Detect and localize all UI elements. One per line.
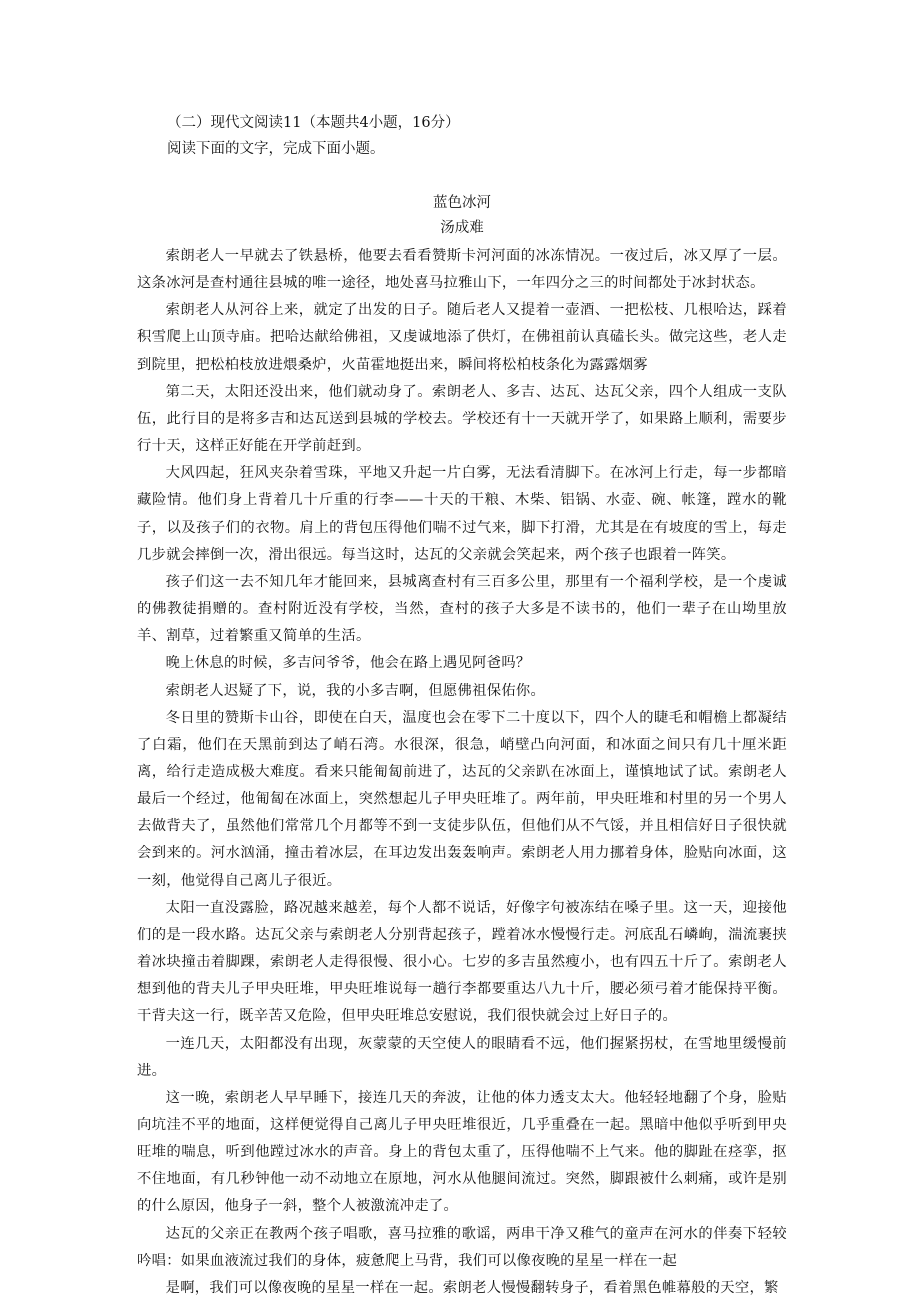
paragraph: 第二天，太阳还没出来，他们就动身了。索朗老人、多吉、达瓦、达瓦父亲，四个人组成一支队伍，此行目的是将多吉和达瓦送到县城的学校去。学校还有十一天就开学了，如果路上顺利，需要步行十天，这样正好能在开学前赶到。 — [137, 383, 787, 455]
paragraph: 晚上休息的时候，多吉问爷爷，他会在路上遇见阿爸吗？ — [165, 655, 531, 672]
paragraph: 太阳一直没露脸，路况越来越差，每个人都不说话，好像字句被冻结在嗓子里。这一天，迎接他们的是一段水路。达瓦父亲与索朗老人分别背起孩子，蹚着冰水慢慢行走。河底乱石嶙峋，湍流裹挟着冰块撞击着脚踝，索朗老人走得很慢、很小心。七岁的多吉虽然瘦小，也有四五十斤了。索朗老人想到他的背夫儿子甲央旺堆，甲央旺堆说每一趟行李都要重达八九十斤，腰必须弓着才能保持平衡。干背夫这一行，既辛苦又危险，但甲央旺堆总安慰说，我们很快就会过上好日子的。 — [137, 899, 787, 1025]
article-author: 汤成难 — [440, 220, 484, 236]
paragraph: 孩子们这一去不知几年才能回来，县城离查村有三百多公里，那里有一个福利学校，是一个虔诚的佛教徒捐赠的。查村附近没有学校，当然，查村的孩子大多是不读书的，他们一辈子在山坳里放羊、割草，过着繁重又简单的生活。 — [137, 573, 787, 645]
article-body — [137, 243, 787, 1302]
reading-instruction: 阅读下面的文字，完成下面小题。 — [167, 141, 385, 157]
document-page — [137, 112, 787, 1302]
paragraph: 索朗老人一早就去了铁悬桥，他要去看看赞斯卡河河面的冰冻情况。一夜过后，冰又厚了一层。这条冰河是查村通往县城的唯一途径，地处喜马拉雅山下，一年四分之三的时间都处于冰封状态。 — [137, 248, 787, 292]
paragraph: 达瓦的父亲正在教两个孩子唱歌，喜马拉雅的歌谣，两串干净又稚气的童声在河水的伴奏下轻较吟唱：如果血液流过我们的身体，疲惫爬上马背，我们可以像夜晚的星星一样在一起 — [137, 1225, 787, 1269]
paragraph: 一连几天，太阳都没有出现，灰蒙蒙的天空使人的眼睛看不远，他们握紧拐杖，在雪地里缓慢前进。 — [137, 1035, 787, 1079]
paragraph: 是啊，我们可以像夜晚的星星一样在一起。索朗老人慢慢翻转身子，看着黑色帷幕般的天空，繁 — [165, 1279, 779, 1296]
section-heading: （二）现代文阅读11（本题共4小题，16分） — [167, 115, 460, 131]
paragraph: 大风四起，狂风夹杂着雪珠，平地又升起一片白雾，无法看清脚下。在冰河上行走，每一步都暗藏险情。他们身上背着几十斤重的行李——十天的干粮、木柴、铝锅、水壶、碗、帐篷，蹚水的靴子，以及孩子们的衣物。肩上的背包压得他们喘不过气来，脚下打滑，尤其是在有坡度的雪上，每走几步就会摔倒一次，滑出很远。每当这时，达瓦的父亲就会笑起来，两个孩子也跟着一阵笑。 — [137, 465, 787, 563]
paragraph: 索朗老人从河谷上来，就定了出发的日子。随后老人又提着一壶酒、一把松枝、几根哈达，踩着积雪爬上山顶寺庙。把哈达献给佛祖，又虔诚地添了供灯，在佛祖前认真磕长头。做完这些，老人走到院里，把松柏枝放进煨桑炉，火苗霍地挺出来，瞬间将松柏枝条化为露露烟雾 — [137, 302, 787, 373]
paragraph: 冬日里的赞斯卡山谷，即使在白天，温度也会在零下二十度以下，四个人的睫毛和帽檐上都凝结了白霜，他们在天黑前到达了峭石湾。水很深，很急，峭壁凸向河面，和冰面之间只有几十厘米距离，给行走造成极大难度。看来只能匍匐前进了，达瓦的父亲趴在冰面上，谨慎地试了试。索朗老人最后一个经过，他匍匐在冰面上，突然想起儿子甲央旺堆了。两年前，甲央旺堆和村里的另一个男人去做背夫了，虽然他们常常几个月都等不到一支徒步队伍，但他们从不气馁，并且相信好日子很快就会到来的。河水汹涌，撞击着冰层，在耳边发出轰轰响声。索朗老人用力挪着身体，脸贴向冰面，这一刻，他觉得自己离儿子很近。 — [137, 709, 787, 889]
paragraph: 索朗老人迟疑了下，说，我的小多吉啊，但愿佛祖保佑你。 — [165, 682, 546, 699]
paragraph: 这一晚，索朗老人早早睡下，接连几天的奔波，让他的体力透支太大。他轻轻地翻了个身，脸贴向坑洼不平的地面，这样便觉得自己离儿子甲央旺堆很近，几乎重叠在一起。黑暗中他似乎听到甲央旺堆的喘息，听到他蹚过冰水的声音。身上的背包太重了，压得他喘不上气来。他的脚趾在痉挛，抠不住地面，有几秒钟他一动不动地立在原地，河水从他腿间流过。突然，脚跟被什么刺痛，或许是别的什么原因，他身子一斜，整个人被激流冲走了。 — [137, 1089, 787, 1215]
article-title: 蓝色冰河 — [433, 195, 491, 211]
